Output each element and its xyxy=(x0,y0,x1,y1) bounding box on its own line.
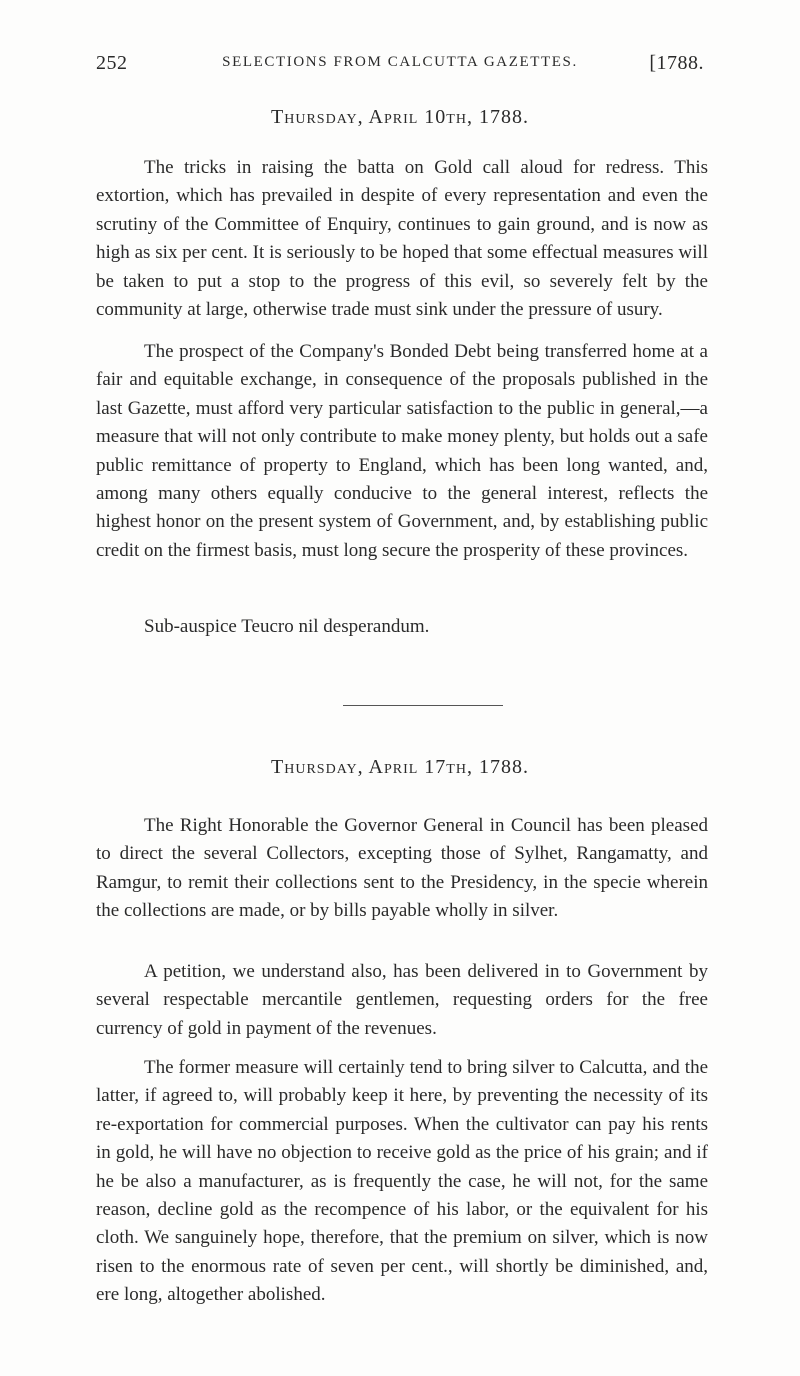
section-divider xyxy=(343,705,503,706)
paragraph-petition: A petition, we understand also, has been delivered in to Government by several respectable mercantile gentlemen, requesting orders for the free currency of gold in payment of the revenues. xyxy=(96,961,708,1039)
paragraph-motto: Sub-auspice Teucro nil desperandum. xyxy=(144,616,430,637)
paragraph-collectors-remit: The Right Honorable the Governor General in Council has been pleased to direct the several Collectors, excepting those of Sylhet, Rangamatty, and Ramgur, to remit their collections sent to the Presidency, in the specie wherein the collections are made, or by bills payable wholly in silver. xyxy=(96,815,708,922)
paragraph-batta-on-gold: The tricks in raising the batta on Gold call aloud for redress. This extortion, which has prevailed in despite of every representation and even the scrutiny of the Committee of Enquiry, continues to gain ground, and is now as high as six per cent. It is seriously to be hoped that some effectual measures will be taken to put a stop to the progress of this evil, so severely felt by the community at large, otherwise trade must sink under the pressure of usury. xyxy=(96,157,708,321)
dateline-april-10: Thursday, April 10th, 1788. xyxy=(271,106,529,128)
running-title: SELECTIONS FROM CALCUTTA GAZETTES. xyxy=(222,54,578,70)
paragraph-silver-gold: The former measure will certainly tend to bring silver to Calcutta, and the latter, if agreed to, will probably keep it here, by preventing the necessity of its re-exportation for commercial purposes. When the cultivator can pay his rents in gold, he will have no objection to receive gold as the price of his grain; and if he be also a manufacturer, as is frequently the case, he will not, for the same reason, decline gold as the recompence of his labor, or the equivalent for his cloth. We sanguinely hope, therefore, that the premium on silver, which is now risen to the enormous rate of seven per cent., will shortly be diminished, and, ere long, altogether abolished. xyxy=(96,1057,708,1306)
page-number: 252 xyxy=(96,52,128,74)
paragraph-bonded-debt: The prospect of the Company's Bonded Debt being transferred home at a fair and equitable exchange, in consequence of the proposals published in the last Gazette, must afford very particular satisfaction to the public in general,—a measure that will not only contribute to make money plenty, but holds out a safe public remittance of property to England, which has been long wanted, and, among many others equally conducive to the general interest, reflects the highest honor on the present system of Government, and, by establishing public credit on the firmest basis, must long secure the prosperity of these provinces. xyxy=(96,341,708,561)
running-year: [1788. xyxy=(649,52,704,74)
running-head xyxy=(96,52,704,78)
dateline-april-17: Thursday, April 17th, 1788. xyxy=(271,756,529,778)
